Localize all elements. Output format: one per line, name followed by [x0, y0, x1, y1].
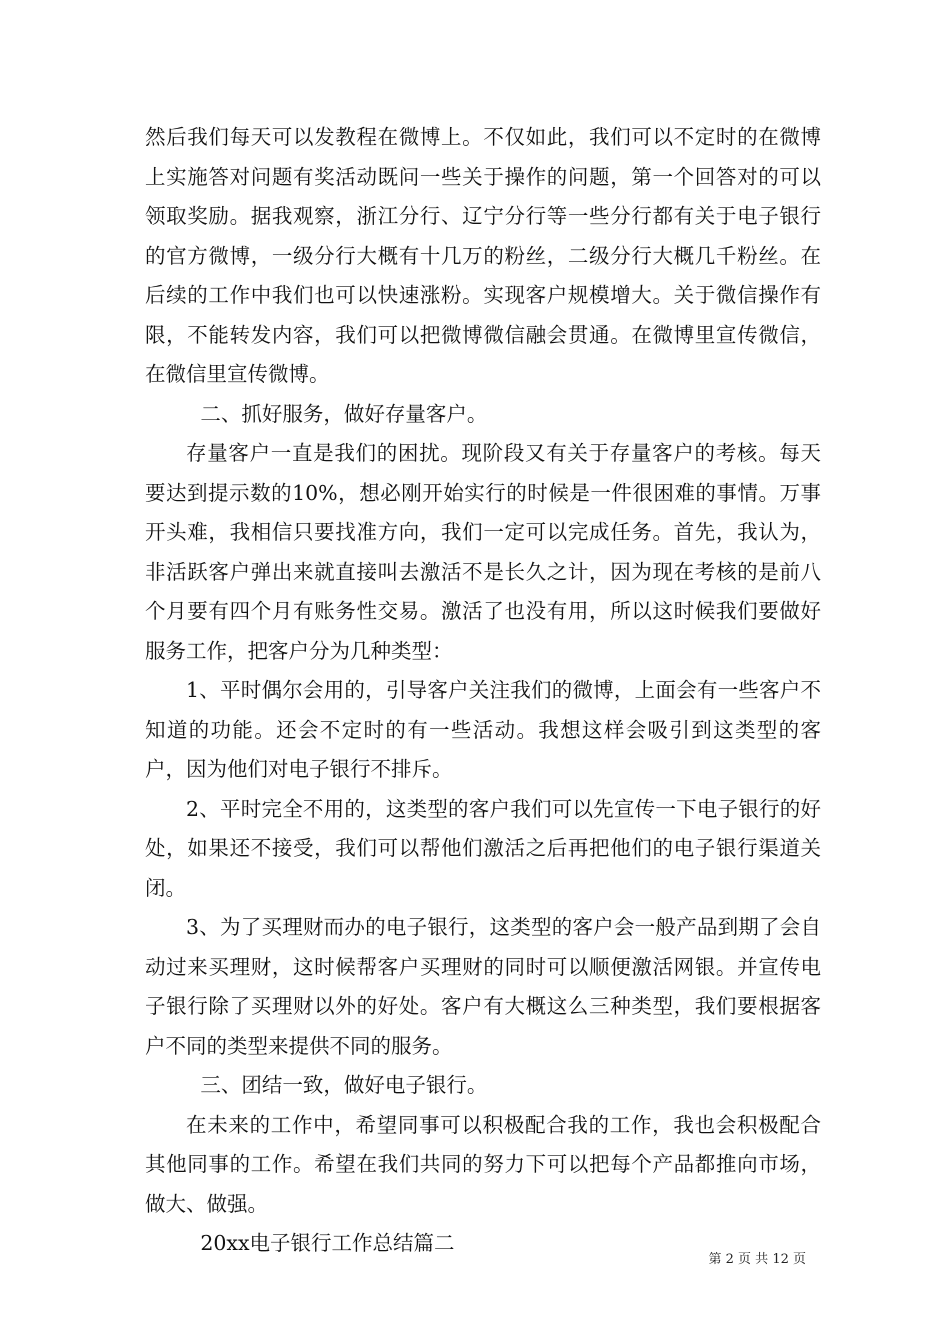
- paragraph-teamwork: 在未来的工作中，希望同事可以积极配合我的工作，我也会积极配合其他同事的工作。希望在我们共同的努力下可以把每个产品都推向市场，做大、做强。: [145, 1112, 821, 1216]
- page-number-footer: 第 2 页 共 12 页: [708, 1252, 806, 1267]
- section-heading-2: 二、抓好服务，做好存量客户。: [200, 401, 488, 426]
- article-subtitle: 20xx电子银行工作总结篇二: [200, 1231, 455, 1255]
- list-item-3: 3、为了买理财而办的电子银行，这类型的客户会一般产品到期了会自动过来买理财，这时候帮客户买理财的同时可以顺便激活网银。并宣传电子银行除了买理财以外的好处。客户有大概这么三种类型，我们要根据客户不同的类型来提供不同的服务。: [145, 915, 821, 1058]
- list-item-1: 1、平时偶尔会用的，引导客户关注我们的微博，上面会有一些客户不知道的功能。还会不定时的有一些活动。我想这样会吸引到这类型的客户，因为他们对电子银行不排斥。: [145, 678, 821, 781]
- paragraph-continuation: 然后我们每天可以发教程在微博上。不仅如此，我们可以不定时的在微博上实施答对问题有奖活动既问一些关于操作的问题，第一个回答对的可以领取奖励。据我观察，浙江分行、辽宁分行等一些分行都有关于电子银行的官方微博，一级分行大概有十几万的粉丝，二级分行大概几千粉丝。在后续的工作中我们也可以快速涨粉。实现客户规模增大。关于微信操作有限，不能转发内容，我们可以把微博微信融会贯通。在微博里宣传微信，在微信里宣传微博。: [145, 125, 821, 386]
- paragraph-existing-customers: 存量客户一直是我们的困扰。现阶段又有关于存量客户的考核。每天要达到提示数的10%，想必刚开始实行的时候是一件很困难的事情。万事开头难，我相信只要找准方向，我们一定可以完成任务。首先，我认为，非活跃客户弹出来就直接叫去激活不是长久之计，因为现在考核的是前八个月要有四个月有账务性交易。激活了也没有用，所以这时候我们要做好服务工作，把客户分为几种类型：: [145, 441, 821, 663]
- section-heading-3: 三、团结一致，做好电子银行。: [200, 1073, 488, 1097]
- document-body: [145, 118, 821, 1264]
- list-item-2: 2、平时完全不用的，这类型的客户我们可以先宣传一下电子银行的好处，如果还不接受，我们可以帮他们激活之后再把他们的电子银行渠道关闭。: [145, 796, 821, 900]
